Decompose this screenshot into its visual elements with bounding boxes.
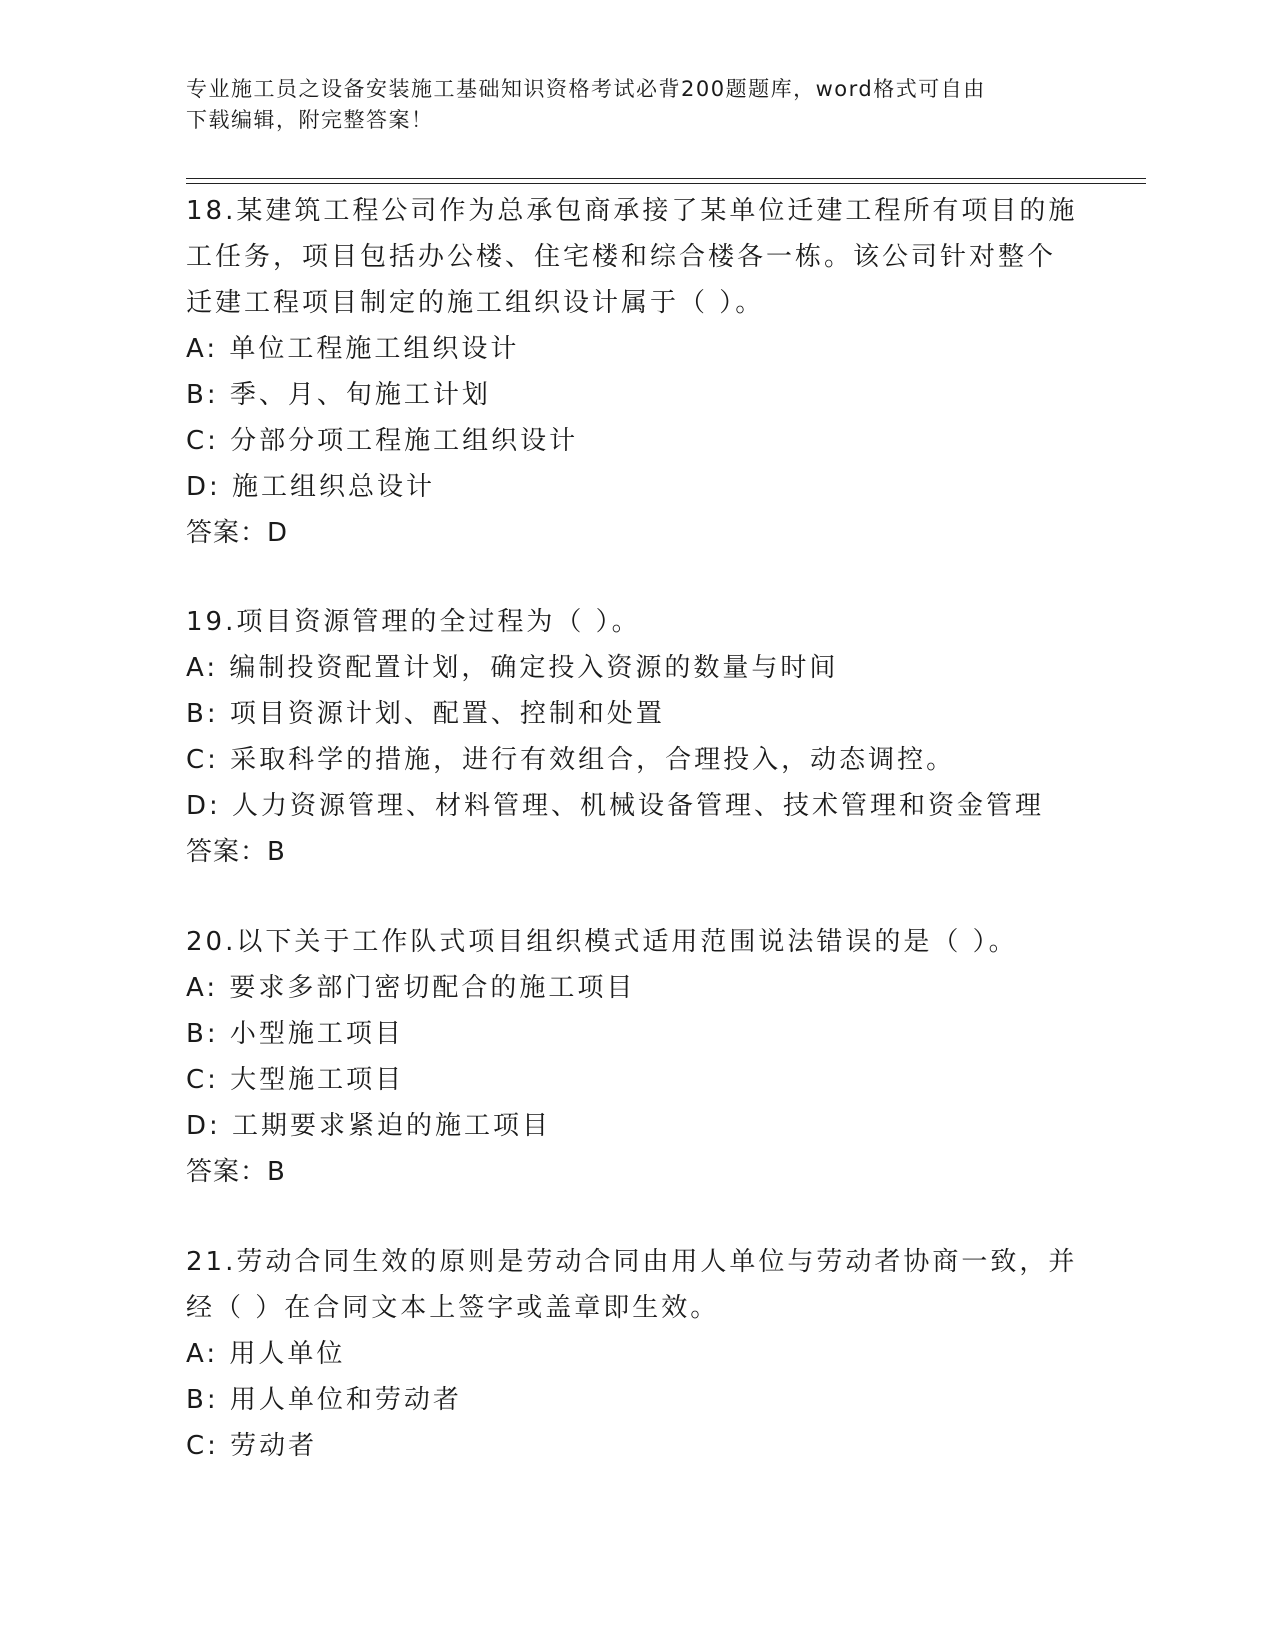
question-block bbox=[186, 919, 1086, 1195]
option-b: B: 项目资源计划、配置、控制和处置 bbox=[186, 699, 665, 729]
header-line: 下载编辑，附完整答案！ bbox=[186, 108, 434, 132]
question-stem bbox=[186, 599, 1086, 645]
option-b: B: 用人单位和劳动者 bbox=[186, 1385, 462, 1415]
option-a: A: 要求多部门密切配合的施工项目 bbox=[186, 973, 636, 1003]
option-a: A: 单位工程施工组织设计 bbox=[186, 334, 520, 364]
option-c: C: 劳动者 bbox=[186, 1431, 318, 1461]
document-header bbox=[186, 74, 1086, 136]
option-b: B: 季、月、旬施工计划 bbox=[186, 380, 491, 410]
option-a: A: 用人单位 bbox=[186, 1339, 346, 1369]
option-c: C: 采取科学的措施，进行有效组合，合理投入，动态调控。 bbox=[186, 745, 956, 775]
option-d: D: 工期要求紧迫的施工项目 bbox=[186, 1111, 552, 1141]
option-c: C: 分部分项工程施工组织设计 bbox=[186, 426, 579, 456]
header-divider bbox=[186, 183, 1146, 184]
question-block bbox=[186, 188, 1086, 556]
question-block bbox=[186, 1239, 1086, 1469]
stem-line: 迁建工程项目制定的施工组织设计属于（ ）。 bbox=[186, 288, 765, 318]
header-divider bbox=[186, 178, 1146, 179]
stem-line: 18.某建筑工程公司作为总承包商承接了某单位迁建工程所有项目的施 bbox=[186, 196, 1078, 226]
question-stem bbox=[186, 1239, 1086, 1331]
option-a: A: 编制投资配置计划，确定投入资源的数量与时间 bbox=[186, 653, 839, 683]
question-stem bbox=[186, 919, 1086, 965]
stem-line: 19.项目资源管理的全过程为（ ）。 bbox=[186, 607, 641, 637]
header-line: 专业施工员之设备安装施工基础知识资格考试必背200题题库，word格式可自由 bbox=[186, 77, 986, 101]
answer-line: 答案：D bbox=[186, 518, 289, 548]
stem-line: 20.以下关于工作队式项目组织模式适用范围说法错误的是（ ）。 bbox=[186, 927, 1018, 957]
question-stem bbox=[186, 188, 1086, 326]
stem-line: 21.劳动合同生效的原则是劳动合同由用人单位与劳动者协商一致，并 bbox=[186, 1247, 1078, 1277]
answer-line: 答案：B bbox=[186, 1157, 286, 1187]
stem-line: 工任务，项目包括办公楼、住宅楼和综合楼各一栋。该公司针对整个 bbox=[186, 242, 1057, 272]
stem-line: 经（ ）在合同文本上签字或盖章即生效。 bbox=[186, 1293, 720, 1323]
option-b: B: 小型施工项目 bbox=[186, 1019, 404, 1049]
question-block bbox=[186, 599, 1086, 875]
answer-line: 答案：B bbox=[186, 837, 286, 867]
option-d: D: 人力资源管理、材料管理、机械设备管理、技术管理和资金管理 bbox=[186, 791, 1045, 821]
option-c: C: 大型施工项目 bbox=[186, 1065, 405, 1095]
option-d: D: 施工组织总设计 bbox=[186, 472, 436, 502]
